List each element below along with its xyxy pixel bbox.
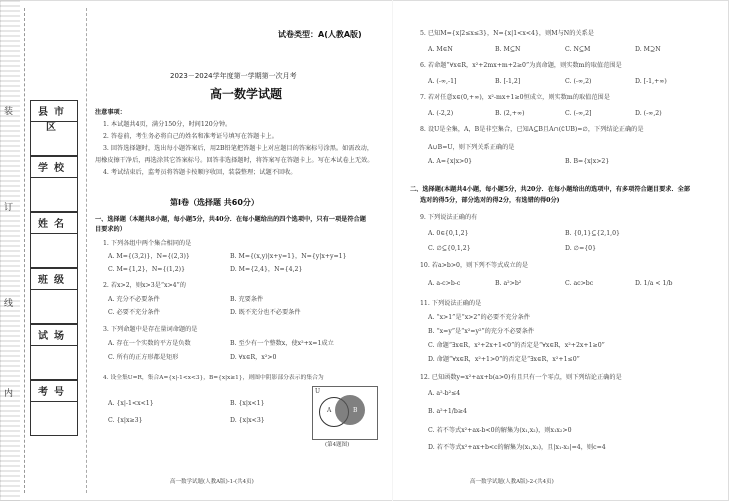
option: C. ac>bc <box>565 280 594 287</box>
field-box-room[interactable] <box>30 324 78 380</box>
option: D. ∀x∈R，x²>0 <box>230 354 277 361</box>
option: C. {x|x≥3} <box>108 417 143 424</box>
option: B. “x=y”是“x²=y²”的充分不必要条件 <box>428 328 535 335</box>
binding-line <box>24 8 25 493</box>
field-box-school[interactable] <box>30 156 78 212</box>
option: A. M∈N <box>428 46 453 53</box>
option: C. ∅⊆{0,1,2} <box>428 245 471 252</box>
option: C. (-∞,2] <box>565 110 592 117</box>
footer-right: 高一数学试题(人教A版)-2-(共4页) <box>470 479 554 485</box>
option: C. N⊆M <box>565 46 591 53</box>
option: C. 必要不充分条件 <box>108 309 160 316</box>
question-3: 3. 下列命题中是存在量词命题的是 <box>103 326 198 333</box>
field-divider <box>31 233 77 234</box>
question-12: 12. 已知函数y=x²+ax+b(a>0)有且只有一个零点，则下列结论正确的是 <box>420 374 622 381</box>
binding-strip <box>0 0 20 501</box>
field-divider <box>31 177 77 178</box>
venn-caption: (第4题图) <box>325 442 350 448</box>
question-1: 1. 下列各组中两个集合相同的是 <box>103 240 192 247</box>
notice-item: 1. 本试题共4页，满分150分，时间120分钟。 <box>103 121 232 128</box>
question-10: 10. 若a>b>0，则下列不等式成立的是 <box>420 262 529 269</box>
option: B. 至少有一个整数x，使x²+x=1成立 <box>230 340 334 347</box>
option: B. [-1,2] <box>495 78 521 85</box>
question-2: 2. 若x>2，则x>3是“x>4”的 <box>103 282 186 289</box>
field-divider <box>31 345 77 346</box>
option: A. {x|-1<x<1} <box>108 400 154 407</box>
option: A. 0∈{0,1,2} <box>428 230 469 237</box>
field-label: 姓名 <box>38 219 70 230</box>
question-5: 5. 已知M={x|2≤x≤3}，N={x|1<x<4}，则M与N的关系是 <box>420 30 594 37</box>
option: C. 所有的正方形都是矩形 <box>108 354 179 361</box>
option: B. 充要条件 <box>230 296 264 303</box>
option: A. 充分不必要条件 <box>108 296 160 303</box>
binding-char: 装 <box>4 107 14 117</box>
notice-heading: 注意事项： <box>95 109 126 116</box>
school-year: 2023－2024学年度第一学期第一次月考 <box>170 72 297 80</box>
question-7: 7. 若对任意x∈(0,+∞)，x²-mx+1≥0恒成立，则实数m的取值范围是 <box>420 94 610 101</box>
field-divider <box>31 121 77 122</box>
option: D. M⊇N <box>635 46 661 53</box>
option: B. a²>b² <box>495 280 522 287</box>
field-label: 学校 <box>38 163 70 174</box>
question-6: 6. 若命题“∀x∈R，x²+2mx+m+2≥0”为真命题，则实数m的取值范围是 <box>420 62 622 69</box>
option: B. a²+1/b≥4 <box>428 408 467 415</box>
notice-item: 用橡皮擦干净后，再选涂其它答案标号。回答非选择题时，将答案写在答题卡上。写在本试卷上无效。 <box>95 157 374 164</box>
paper-type: 试卷类型：A(人教A版) <box>278 30 362 39</box>
option: A. M={(3,2)}，N={(2,3)} <box>108 253 190 260</box>
option: A. a-c>b-c <box>428 280 461 287</box>
question-8: 8. 设U是全集，A，B是非空集合，已知A⊆B且A∩(∁UB)=∅，下列结论正确的是 <box>420 126 644 133</box>
option: C. 若不等式x²+ax-b<0的解集为(x₁,x₂)，则x₁x₂>0 <box>428 427 572 434</box>
section2-heading-cont: 选对的得5分，部分选对的得2分，有选错的得0分) <box>420 197 560 204</box>
section2-heading: 二、选择题(本题共4小题，每小题5分，共20分．在每小题给出的选项中，有多项符合题目要求．全部 <box>410 186 691 193</box>
field-box-class[interactable] <box>30 268 78 324</box>
question-8-cont: A∪B=U，则下列关系正确的是 <box>428 144 515 151</box>
binding-char: 订 <box>4 203 14 213</box>
field-box-name[interactable] <box>30 212 78 268</box>
option: D. M={2,4}，N={4,2} <box>230 266 303 273</box>
option: C. M={1,2}，N={(1,2)} <box>108 266 186 273</box>
option: A. “x>1”是“x>2”的必要不充分条件 <box>428 314 530 321</box>
field-divider <box>31 289 77 290</box>
field-label: 班级 <box>38 275 70 286</box>
option: C. (-∞,2) <box>565 78 592 85</box>
venn-label-a: A <box>327 407 332 414</box>
section1-heading-cont: 目要求的） <box>95 226 126 233</box>
option: B. M⊆N <box>495 46 521 53</box>
option: B. M={(x,y)|x+y=1}，N={y|x+y=1} <box>230 253 347 260</box>
question-9: 9. 下列说法正确的有 <box>420 214 478 221</box>
option: B. {0,1}⊆{2,1,0} <box>565 230 620 237</box>
option: B. B={x|x>2} <box>565 158 610 165</box>
option: A. (-2,2) <box>428 110 454 117</box>
option: A. a²-b²≤4 <box>428 390 461 397</box>
option: B. (2,+∞) <box>495 110 525 117</box>
option: D. 1/a < 1/b <box>635 280 673 287</box>
option: D. 既不充分也不必要条件 <box>230 309 301 316</box>
venn-circle-b <box>335 395 365 425</box>
footer-left: 高一数学试题(人教A版)-1-(共4页) <box>170 479 254 485</box>
notice-item: 2. 答卷前，考生务必将自己的姓名和准考证号填写在答题卡上。 <box>103 133 278 140</box>
field-label: 考号 <box>38 387 70 398</box>
option: C. 命题“∃x∈R，x²+2x+1<0”的否定是“∀x∈R，x²+2x+1≥0” <box>428 342 605 349</box>
part1-heading: 第Ⅰ卷（选择题 共60分） <box>170 198 259 207</box>
option: A. A={x|x>0} <box>428 158 473 165</box>
option: D. [-1,+∞) <box>635 78 667 85</box>
question-11: 11. 下列说法正确的是 <box>420 300 482 307</box>
venn-label-b: B <box>353 407 358 414</box>
option: D. 若不等式x²+ax+b<c的解集为(x₁,x₂)，且|x₁-x₂|=4，则c=4 <box>428 444 606 451</box>
option: D. 命题“∀x∈R，x²+1>0”的否定是“∃x∈R，x²+1≤0” <box>428 356 580 363</box>
binding-char: 内 <box>4 389 14 399</box>
option: A. 存在一个实数的平方是负数 <box>108 340 191 347</box>
page-title: 高一数学试题 <box>210 87 283 101</box>
field-label: 县市区 <box>38 107 70 133</box>
question-4: 4. 设全集U=R，集合A={x|-1<x<3}，B={x|x≥1}，则图中阴影部分表示的集合为 <box>103 375 324 381</box>
binding-line-inner <box>86 8 87 493</box>
field-box-examno[interactable] <box>30 380 78 436</box>
option: D. {x|x<3} <box>230 417 265 424</box>
field-label: 试场 <box>38 331 70 342</box>
notice-item: 3. 回答选择题时，选出每小题答案后，用2B铅笔把答题卡上对应题目的答案标号涂黑。如需改动， <box>103 145 374 152</box>
section1-heading: 一、选择题（本题共8小题，每小题5分，共40分．在每小题给出的四个选项中，只有一项是符合题 <box>95 216 366 223</box>
venn-diagram <box>312 386 378 440</box>
option: D. (-∞,2) <box>635 110 662 117</box>
option: B. {x|x<1} <box>230 400 265 407</box>
notice-item: 4. 考试结束后，监考员将答题卡按顺序收回，装袋整理；试题不回收。 <box>103 169 297 176</box>
venn-label-u: U <box>315 388 321 395</box>
field-box-county[interactable] <box>30 100 78 156</box>
option: D. ∅={0} <box>565 245 597 252</box>
field-divider <box>31 401 77 402</box>
binding-char: 线 <box>4 299 14 309</box>
page-divider <box>392 0 393 501</box>
option: A. (-∞,-1] <box>428 78 457 85</box>
